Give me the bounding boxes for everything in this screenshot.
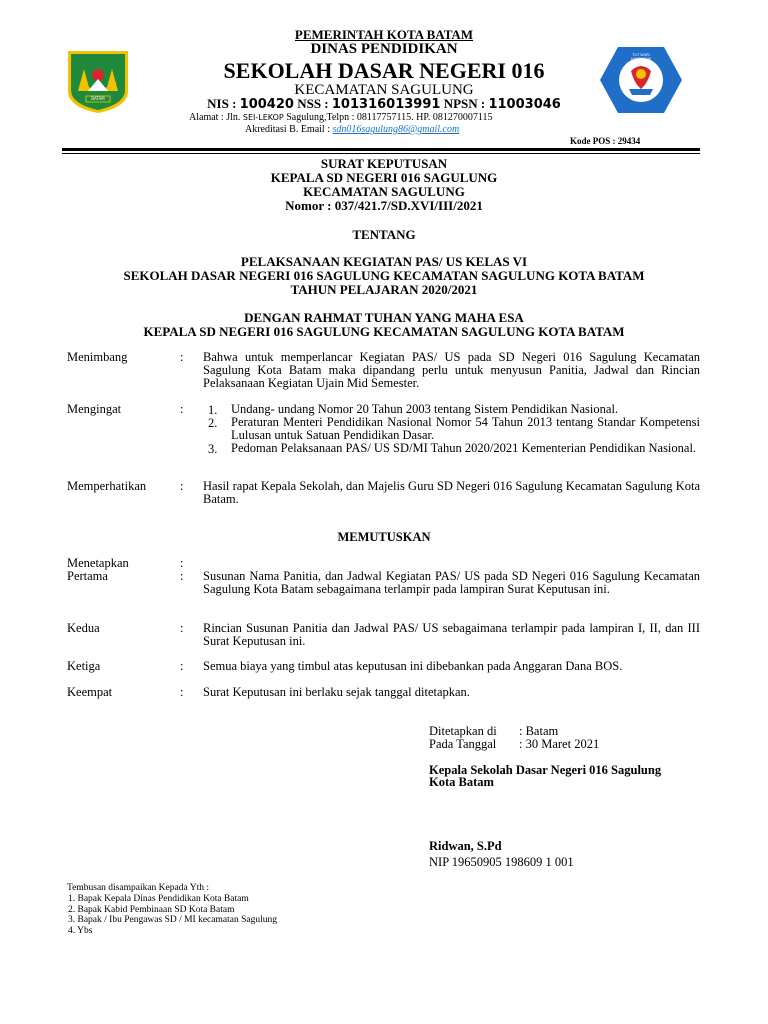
nis-label: NIS : bbox=[207, 96, 237, 111]
noting-label: Memperhatikan bbox=[67, 479, 147, 493]
government-name: PEMERINTAH KOTA BATAM bbox=[294, 27, 474, 42]
considering-colon: : bbox=[180, 350, 184, 364]
noting-colon: : bbox=[180, 479, 184, 493]
nis-value: 100420 bbox=[239, 97, 294, 112]
postal-code: Kode POS : 29434 bbox=[570, 136, 641, 146]
date-label: Pada Tanggal bbox=[429, 737, 497, 751]
subject-line-2: SEKOLAH DASAR NEGERI 016 SAGULUNG KECAMATAN SAGULUNG KOTA BATAM bbox=[123, 268, 645, 283]
considering-text: Bahwa untuk memperlancar Kegiatan PAS/ US pada SD Negeri 016 Sagulung Kecamatan Sagulung Kota Batam maka dipandang perlu untuk menyusun Panitia, Jadwal dan Rincian Pelaksanaan Kegiatan Ujain Mid Semester. bbox=[203, 350, 700, 390]
fourth-label: Keempat bbox=[67, 685, 113, 699]
establish-colon: : bbox=[180, 556, 184, 570]
remembering-item-number: 3. bbox=[208, 442, 218, 456]
decree-district: KECAMATAN SAGULUNG bbox=[303, 184, 465, 199]
decide-heading: MEMUTUSKAN bbox=[337, 530, 431, 544]
school-address: Alamat : Jln. SEI-LEKOP Sagulung,Telpn : 08117757115. HP. 081270007115 bbox=[189, 112, 493, 123]
email-link[interactable]: sdn016sagulung86@gmail.com bbox=[332, 124, 460, 135]
department-name: DINAS PENDIDIKAN bbox=[310, 41, 458, 57]
signatory-position: Kepala Sekolah Dasar Negeri 016 Sagulung bbox=[429, 763, 662, 777]
grace-line-2: KEPALA SD NEGERI 016 SAGULUNG KECAMATAN SAGULUNG KOTA BATAM bbox=[143, 324, 625, 339]
signatory-name: Ridwan, S.Pd bbox=[429, 839, 502, 853]
remembering-colon: : bbox=[180, 402, 184, 416]
place-label: Ditetapkan di bbox=[429, 724, 497, 738]
first-colon: : bbox=[180, 569, 184, 583]
decree-number: Nomor : 037/421.7/SD.XVI/III/2021 bbox=[285, 198, 483, 213]
letterhead-divider-thin bbox=[62, 153, 700, 154]
remembering-item: Peraturan Menteri Pendidikan Nasional Nomor 54 Tahun 2013 tentang Standar Kompetensi Lulusan untuk Satuan Pendidikan Dasar. bbox=[231, 415, 700, 442]
remembering-item: Undang- undang Nomor 20 Tahun 2003 tentang Sistem Pendidikan Nasional. bbox=[231, 402, 619, 416]
remembering-item: Pedoman Pelaksanaan PAS/ US SD/MI Tahun 2020/2021 Kementerian Pendidikan Nasional. bbox=[231, 441, 697, 455]
district-name: KECAMATAN SAGULUNG bbox=[294, 82, 474, 98]
second-text: Rincian Susunan Panitia dan Jadwal PAS/ US sebagaimana terlampir pada lampiran I, II, dan III Surat Keputusan ini. bbox=[203, 621, 700, 648]
nss-value: 101316013991 bbox=[331, 97, 441, 112]
npsn-value: 11003046 bbox=[488, 97, 561, 112]
about-heading: TENTANG bbox=[352, 227, 416, 242]
accreditation-email: Akreditasi B. Email : sdn016sagulung86@gmail.com bbox=[245, 124, 460, 135]
decree-title: SURAT KEPUTUSAN bbox=[320, 156, 448, 171]
decree-issuer: KEPALA SD NEGERI 016 SAGULUNG bbox=[270, 170, 498, 185]
signatory-nip: NIP 19650905 198609 1 001 bbox=[429, 855, 574, 869]
subject-line-3: TAHUN PELAJARAN 2020/2021 bbox=[290, 282, 478, 297]
fourth-text: Surat Keputusan ini berlaku sejak tanggal ditetapkan. bbox=[203, 685, 470, 699]
signatory-position-city: Kota Batam bbox=[429, 775, 494, 789]
date-value: : 30 Maret 2021 bbox=[519, 737, 600, 751]
copies-item: 4. Ybs bbox=[68, 926, 93, 936]
remembering-label: Mengingat bbox=[67, 402, 122, 416]
nss-label: NSS : bbox=[297, 96, 329, 111]
third-text: Semua biaya yang timbul atas keputusan ini dibebankan pada Anggaran Dana BOS. bbox=[203, 659, 623, 673]
second-label: Kedua bbox=[67, 621, 100, 635]
place-value: : Batam bbox=[519, 724, 559, 738]
considering-label: Menimbang bbox=[67, 350, 128, 364]
noting-text: Hasil rapat Kepala Sekolah, dan Majelis Guru SD Negeri 016 Sagulung Kecamatan Sagulung Kota Batam. bbox=[203, 479, 700, 506]
second-colon: : bbox=[180, 621, 184, 635]
copies-item: 2. Bapak Kabid Pembinaan SD Kota Batam bbox=[68, 905, 235, 915]
fourth-colon: : bbox=[180, 685, 184, 699]
establish-label: Menetapkan bbox=[67, 556, 129, 570]
grace-line-1: DENGAN RAHMAT TUHAN YANG MAHA ESA bbox=[244, 310, 524, 325]
subject-line-1: PELAKSANAAN KEGIATAN PAS/ US KELAS VI bbox=[240, 254, 528, 269]
first-text: Susunan Nama Panitia, dan Jadwal Kegiatan PAS/ US pada SD Negeri 016 Sagulung Kecamatan Sagulung Kota Batam sebagaimana terlampir pada lampiran Surat Keputusan ini. bbox=[203, 569, 700, 596]
tut-wuri-handayani-motto: TUT WURI HANDAYANI bbox=[630, 53, 652, 61]
copies-title: Tembusan disampaikan Kepada Yth : bbox=[67, 883, 209, 893]
school-identifiers bbox=[0, 96, 768, 112]
letterhead-divider bbox=[62, 148, 700, 151]
remembering-item-number: 2. bbox=[208, 416, 218, 430]
school-name: SEKOLAH DASAR NEGERI 016 bbox=[223, 58, 545, 83]
first-label: Pertama bbox=[67, 569, 108, 583]
copies-item: 3. Bapak / Ibu Pengawas SD / MI kecamatan Sagulung bbox=[68, 915, 277, 925]
third-colon: : bbox=[180, 659, 184, 673]
batam-emblem-label: BATAM bbox=[91, 96, 105, 101]
remembering-item-number: 1. bbox=[208, 403, 218, 417]
third-label: Ketiga bbox=[67, 659, 101, 673]
npsn-label: NPSN : bbox=[443, 96, 486, 111]
copies-item: 1. Bapak Kepala Dinas Pendidikan Kota Batam bbox=[68, 894, 249, 904]
